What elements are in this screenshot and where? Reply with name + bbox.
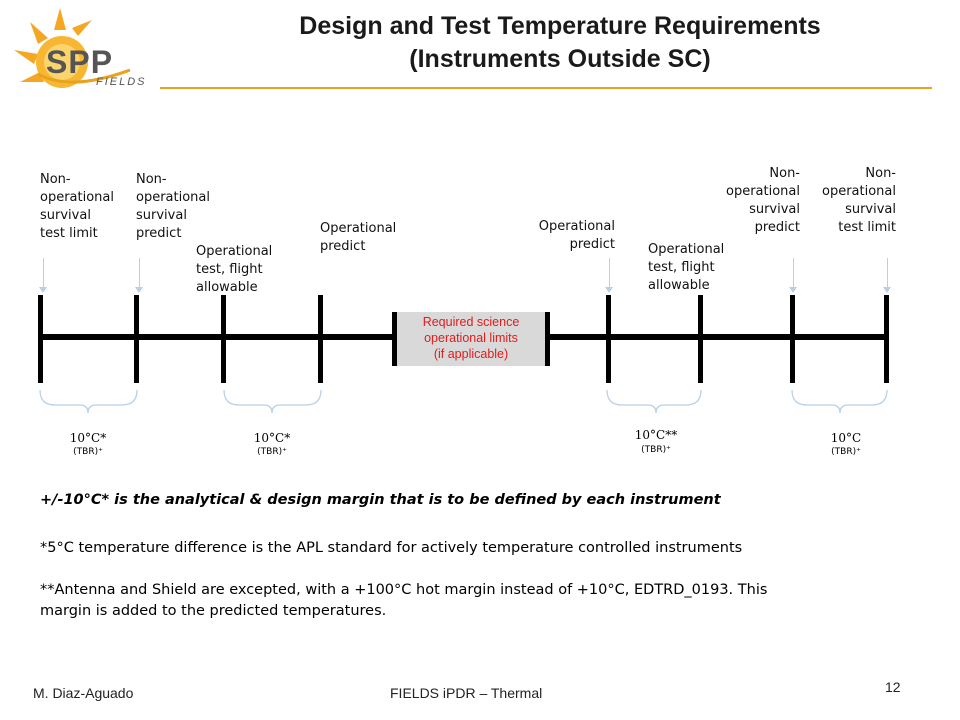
label-left-op-test: Operational test, flight allowable	[196, 244, 273, 295]
brace-2	[224, 390, 321, 413]
arrow-right-op-predict	[609, 258, 610, 288]
margin-value-1: 10°C*	[69, 431, 107, 445]
margin-tbr-2: (TBR)⁺	[257, 447, 287, 457]
arrow-right-survival-predict	[793, 258, 794, 288]
apl-standard-note: *5°C temperature difference is the APL standard for actively temperature controlled instruments	[40, 540, 743, 556]
label-left-survival-limit: Non- operational survival test limit	[40, 172, 114, 241]
label-right-survival-limit: Non- operational survival test limit	[822, 166, 896, 235]
tick-left-survival-predict	[134, 295, 139, 383]
slide-title	[160, 10, 960, 76]
margin-value-3: 10°C**	[634, 428, 678, 442]
science-limits-box	[392, 312, 550, 366]
logo-subtext: FIELDS	[96, 76, 147, 88]
arrow-left-survival-predict	[139, 258, 140, 288]
footer-title: FIELDS iPDR – Thermal	[390, 685, 543, 701]
tick-right-survival-predict	[790, 295, 795, 383]
science-line-1: Required science	[422, 315, 520, 329]
title-divider	[160, 87, 932, 89]
tick-left-op-predict	[318, 295, 323, 383]
page-number: 12	[885, 679, 901, 695]
margin-braces	[0, 385, 960, 425]
margin-value-4: 10°C	[830, 431, 862, 445]
arrow-left-survival-limit	[43, 258, 44, 288]
arrowhead-right-op-predict	[605, 287, 613, 293]
footer-author: M. Diaz-Aguado	[33, 685, 134, 701]
antenna-note	[40, 580, 900, 622]
science-line-3: (if applicable)	[433, 347, 509, 361]
antenna-note-line-1: **Antenna and Shield are excepted, with a +100°C hot margin instead of +10°C, EDTRD_0193. This	[40, 582, 768, 598]
brace-4	[792, 390, 887, 413]
tick-left-op-test	[221, 295, 226, 383]
brace-3	[607, 390, 701, 413]
label-right-survival-predict: Non- operational survival predict	[726, 166, 800, 235]
tick-right-survival-limit	[884, 295, 889, 383]
margin-tbr-1: (TBR)⁺	[73, 447, 103, 457]
tick-left-survival-limit	[38, 295, 43, 383]
tick-right-op-predict	[606, 295, 611, 383]
arrowhead-right-survival-limit	[883, 287, 891, 293]
margin-tbr-3: (TBR)⁺	[641, 445, 671, 455]
antenna-note-line-2: margin is added to the predicted temperatures.	[40, 603, 387, 619]
margin-tbr-4: (TBR)⁺	[831, 447, 861, 457]
title-line-2: (Instruments Outside SC)	[409, 45, 711, 73]
title-line-1: Design and Test Temperature Requirements	[299, 12, 821, 40]
arrowhead-left-survival-predict	[135, 287, 143, 293]
label-right-op-test: Operational test, flight allowable	[648, 242, 725, 293]
arrowhead-right-survival-predict	[789, 287, 797, 293]
arrow-right-survival-limit	[887, 258, 888, 288]
label-left-survival-predict: Non- operational survival predict	[136, 172, 210, 241]
brace-1	[40, 390, 137, 413]
arrowhead-left-survival-limit	[39, 287, 47, 293]
margin-definition-note: +/-10°C* is the analytical & design margin that is to be defined by each instrument	[40, 492, 721, 508]
logo-text: SPP	[46, 44, 114, 80]
label-right-op-predict: Operational predict	[538, 219, 615, 252]
science-line-2: operational limits	[424, 331, 518, 345]
tick-right-op-test	[698, 295, 703, 383]
margin-value-2: 10°C*	[253, 431, 291, 445]
spp-fields-logo	[0, 0, 160, 110]
label-left-op-predict: Operational predict	[320, 221, 397, 254]
